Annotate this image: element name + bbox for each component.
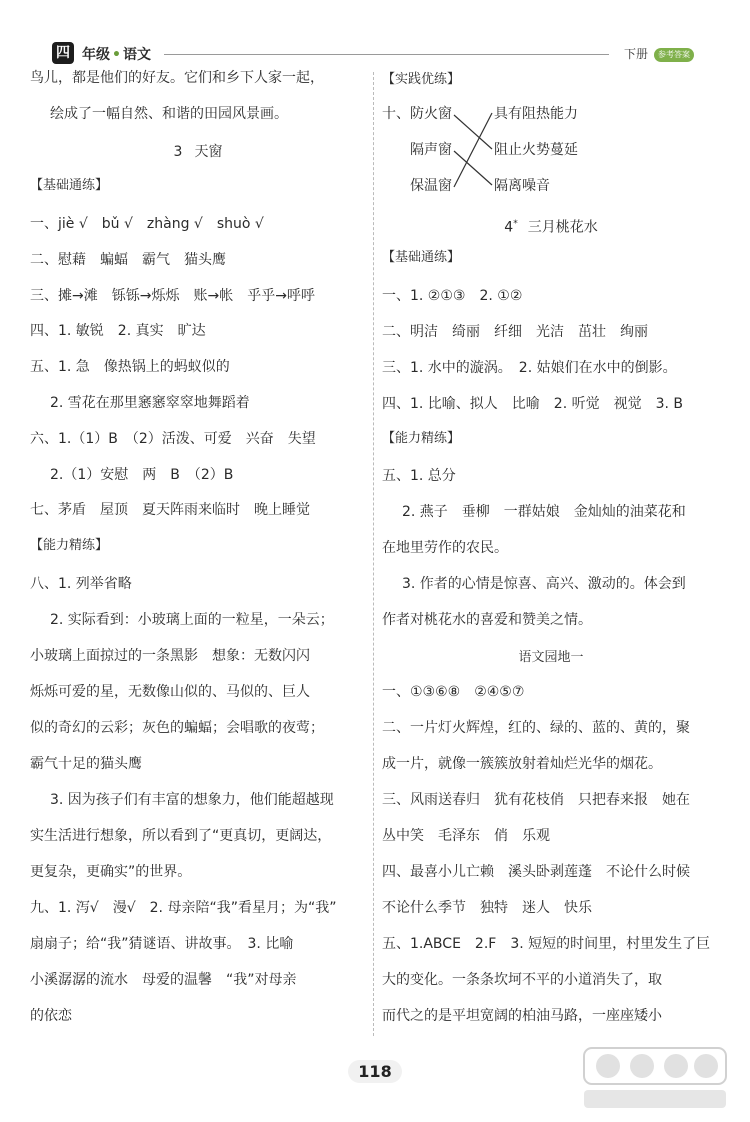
match-left-item: 保温窗 [410,178,452,194]
match-left-item: 防火窗 [410,106,452,122]
answer-line: 不论什么季节 独特 迷人 快乐 [382,900,592,916]
match-left-item: 隔声窗 [410,142,452,158]
answer-line: 扇扇子；给“我”猜谜语、讲故事。 3. 比喻 [30,936,294,952]
heading-ability: 【能力精练】 [30,538,109,553]
header-subject: 语文 [122,47,151,63]
answer-line: 一、jiè √ bǔ √ zhàng √ shuò √ [30,216,264,232]
answer-line: 五、1.ABCE 2.F 3. 短短的时间里，村里发生了巨 [382,936,711,952]
match-right-item: 阻止火势蔓延 [494,142,578,158]
header-volume: 下册 [623,47,648,61]
answer-line: 三、1. 水中的漩涡。 2. 姑娘们在水中的倒影。 [382,360,677,376]
header-dot: • [112,47,121,63]
section-mark: * [513,219,518,229]
answer-key-badge: 参考答案 [654,48,694,62]
answer-line: 似的奇幻的云彩；灰色的蝙蝠；会唱歌的夜莺； [30,720,324,736]
answer-line: 鸟儿，都是他们的好友。它们和乡下人家一起， [30,70,324,86]
answer-line: 3. 作者的心情是惊喜、高兴、激动的。体会到 [402,576,686,592]
answer-line: 一、1. ②①③ 2. ①② [382,288,523,304]
answer-line: 二、一片灯火辉煌，红的、绿的、蓝的、黄的，聚 [382,720,690,736]
matching-exercise [382,104,720,204]
heading-basic: 【基础通练】 [382,250,461,265]
match-right-item: 隔离噪音 [494,178,550,194]
answer-line: 一、①③⑥⑧ ②④⑤⑦ [382,684,525,700]
answer-line: 更复杂，更确实”的世界。 [30,864,192,880]
watermark-seal-4 [694,1054,718,1078]
section-number: 3 [173,144,183,160]
answer-line: 3. 因为孩子们有丰富的想象力，他们能超越现 [50,792,334,808]
answer-line: 小溪潺潺的流水 母爱的温馨 “我”对母亲 [30,972,297,988]
answer-line: 四、1. 比喻、拟人 比喻 2. 听觉 视觉 3. B [382,396,684,412]
grade-badge: 四 [52,42,74,64]
answer-line: 绘成了一幅自然、和谐的田园风景画。 [50,106,288,122]
match-line-heat [454,113,492,187]
answer-line: 八、1. 列举省略 [30,576,132,592]
answer-line: 大的变化。一条条坎坷不平的小道消失了，取 [382,972,662,988]
answer-line: 丛中笑 毛泽东 俏 乐观 [382,828,550,844]
answer-line: 2.（1）安慰 两 B （2）B [50,467,234,483]
answer-line: 而代之的是平坦宽阔的柏油马路，一座座矮小 [382,1008,662,1024]
section-number: 4 [504,219,514,236]
section-title-taohuashui [382,214,720,238]
answer-line: 四、1. 敏锐 2. 真实 旷达 [30,323,206,339]
section-name: 天窗 [194,144,223,160]
answer-line: 烁烁可爱的星，无数像山似的、马似的、巨人 [30,684,310,700]
matching-lines [382,104,502,204]
watermark-seal-3 [664,1054,688,1078]
heading-ability: 【能力精练】 [382,431,461,446]
answer-line: 三、风雨送春归 犹有花枝俏 只把春来报 她在 [382,792,690,808]
answer-line: 九、1. 泻√ 漫√ 2. 母亲陪“我”看星月；为“我” [30,900,337,916]
answer-line: 2. 实际看到：小玻璃上面的一粒星，一朵云； [50,612,334,628]
match-line-fire [454,115,492,149]
heading-practice: 【实践优练】 [382,72,461,87]
watermark-bottom-bar [584,1090,726,1108]
answer-line: 二、明洁 绮丽 纤细 光洁 茁壮 绚丽 [382,324,648,340]
answer-line: 2. 燕子 垂柳 一群姑娘 金灿灿的油菜花和 [402,504,686,520]
answer-line: 七、茅盾 屋顶 夏天阵雨来临时 晚上睡觉 [30,502,310,518]
header-volume-group [624,45,694,62]
answer-line: 在地里劳作的农民。 [382,540,508,556]
answer-line: 五、1. 总分 [382,468,456,484]
answer-line: 2. 雪花在那里窸窸窣窣地舞蹈着 [50,395,250,411]
answer-line: 成一片，就像一簇簇放射着灿烂光华的烟花。 [382,756,662,772]
heading-basic: 【基础通练】 [30,178,109,193]
answer-line: 霸气十足的猫头鹰 [30,756,142,772]
answer-line: 实生活进行想象，所以看到了“更真切，更阔达， [30,828,332,844]
answer-line: 二、慰藉 蝙蝠 霸气 猫头鹰 [30,252,226,268]
answer-line: 四、最喜小儿亡赖 溪头卧剥莲蓬 不论什么时候 [382,864,690,880]
answer-line: 小玻璃上面掠过的一条黑影 想象：无数闪闪 [30,648,310,664]
matching-prefix: 十、 [382,106,410,122]
page-number-text: 118 [348,1060,401,1083]
watermark-seal-1 [596,1054,620,1078]
page-header [44,38,704,68]
answer-line: 三、摊→滩 铄铄→烁烁 账→帐 乎乎→呼呼 [30,288,315,304]
watermark-logo [580,1042,730,1112]
answer-line: 五、1. 急 像热锅上的蚂蚁似的 [30,359,230,375]
section-title-tianchuang [30,142,366,162]
section-title-yuwen-yuandi: 语文园地一 [518,650,584,665]
answer-line: 作者对桃花水的喜爱和赞美之情。 [382,612,592,628]
column-divider [373,72,374,1036]
answer-line: 六、1.（1）B （2）活泼、可爱 兴奋 失望 [30,431,316,447]
header-rule [164,54,609,55]
header-title [82,44,151,64]
match-right-item: 具有阻热能力 [494,106,578,122]
watermark-seal-2 [630,1054,654,1078]
section-name: 三月桃花水 [527,219,598,236]
answer-line: 的依恋 [30,1008,72,1024]
header-grade: 年级 [82,47,110,63]
match-line-sound [454,151,492,185]
